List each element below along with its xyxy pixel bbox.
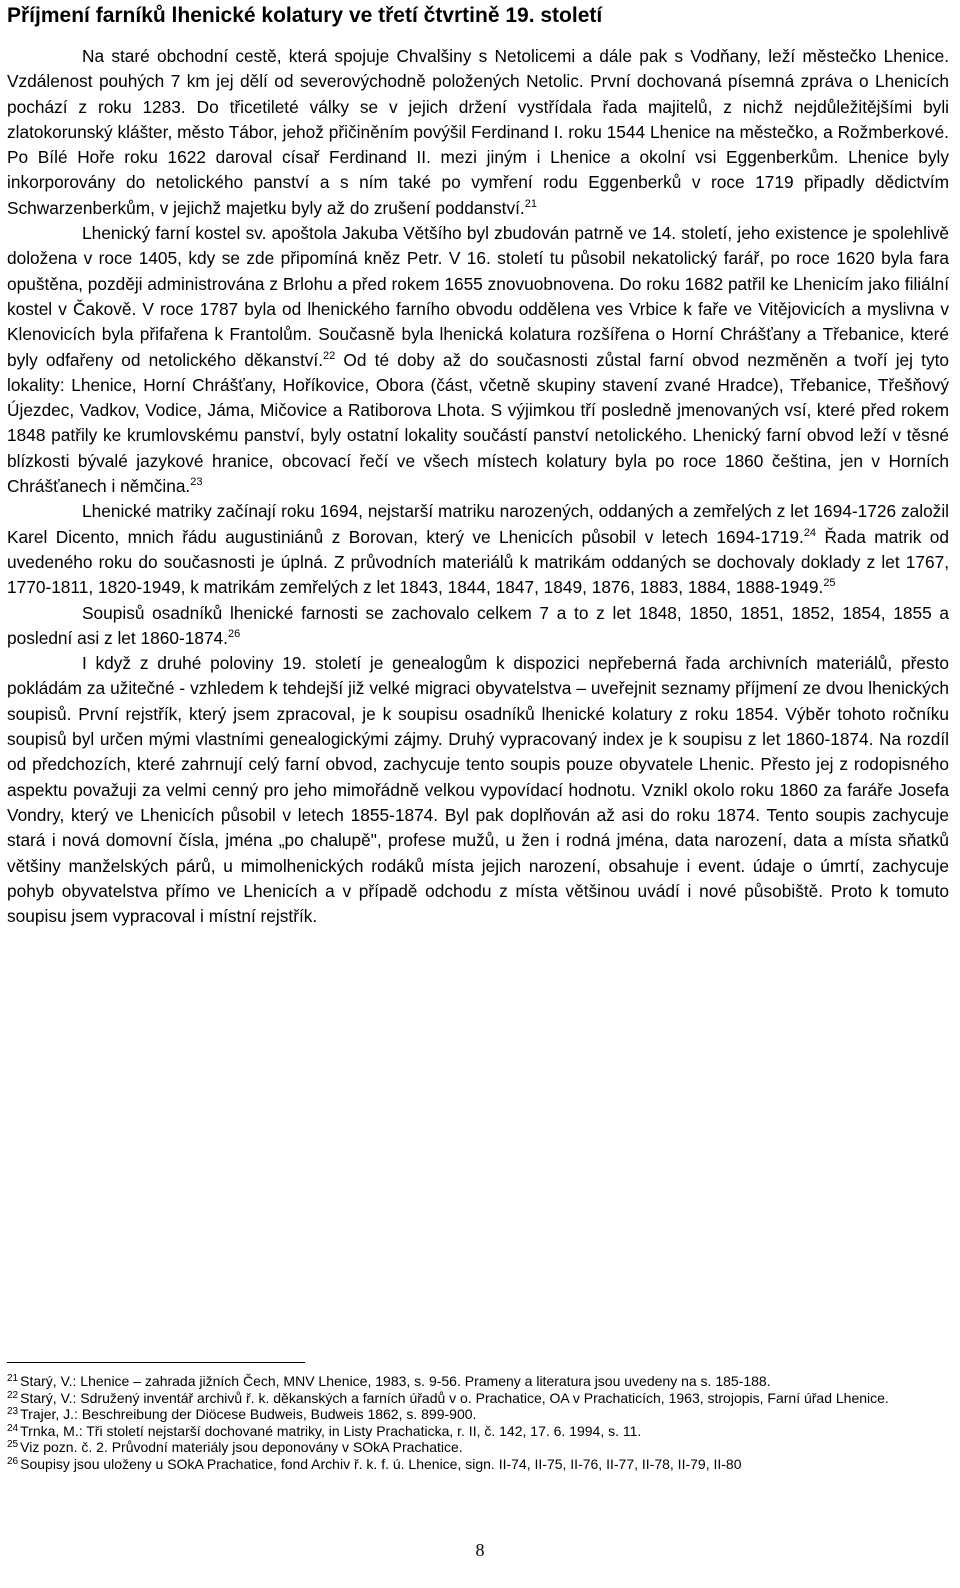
footnote-text: Trnka, M.: Tři století nejstarší dochované matriky, in Listy Prachaticka, r. II, č. 142, 17. 6. 1994, s. 11. <box>20 1422 642 1439</box>
footnote-reference[interactable]: 26 <box>227 627 241 640</box>
paragraph-text: Na staré obchodní cestě, která spojuje Chvalšiny s Netolicemi a dále pak s Vodňany, leží městečko Lhenice. Vzdálenost pouhých 7 km jej dělí od severovýchodně položených Netolic. První dochovaná písemná zpráva o Lhenicích pochází z roku 1283. Do třicetileté války se v jejich držení vystřídala řada majitelů, z nichž nejdůležitějšími byli zlatokorunský klášter, město Tábor, jehož přičiněním povýšil Ferdinand I. roku 1544 Lhenice na městečko, a Rožmberkové. Po Bílé Hoře roku 1622 daroval císař Ferdinand II. mezi jiným i Lhenice a okolní vsi Eggenberkům. Lhenice byly inkorporovány do netolického panství a s ním také po vymření rodu Eggenberků v roce 1719 připadly dědictvím Schwarzenberkům, v jejichž majetku byly až do zrušení poddanství. <box>7 46 949 218</box>
footnote-number: 24 <box>7 1422 19 1434</box>
footnote-text: Starý, V.: Lhenice – zahrada jižních Čech, MNV Lhenice, 1983, s. 9-56. Prameny a literatura jsou uvedeny na s. 185-188. <box>20 1373 771 1389</box>
footnote <box>7 1423 947 1440</box>
body-paragraph <box>7 44 949 221</box>
paragraph-text: Soupisů osadníků lhenické farnosti se zachovalo celkem 7 a to z let 1848, 1850, 1851, 1852, 1854, 1855 a poslední asi z let 1860-1874. <box>7 602 949 648</box>
page-title: Příjmení farníků lhenické kolatury ve třetí čtvrtině 19. století <box>7 4 603 27</box>
footnote-text: Viz pozn. č. 2. Průvodní materiály jsou deponovány v SOkA Prachatice. <box>20 1439 463 1456</box>
footnote <box>7 1439 947 1456</box>
body-paragraph <box>7 221 949 499</box>
footnote-text: Starý, V.: Sdružený inventář archivů ř. k. děkanských a farních úřadů v o. Prachatice, OA v Prachaticích, 1963, strojopis, Farní úřad Lhenice. <box>20 1389 889 1406</box>
footnote-reference[interactable]: 24 <box>803 526 817 539</box>
footnote-text: Soupisy jsou uloženy u SOkA Prachatice, fond Archiv ř. k. f. ú. Lhenice, sign. II-74, II-75, II-76, II-77, II-78, II-79, II-80 <box>20 1455 742 1472</box>
footnote <box>7 1456 947 1473</box>
footnote-number: 21 <box>7 1373 19 1384</box>
footnote <box>7 1390 947 1407</box>
body-paragraph <box>7 651 949 929</box>
paragraph-text: Od té doby až do současnosti zůstal farní obvod nezměněn a tvoří jej tyto lokality: Lhenice, Horní Chrášťany, Hoříkovice, Obora (část, včetně skupiny stavení zvané Hradce), Třebanice, Třešňový Újezdec, Vadkov, Vodice, Jáma, Mičovice a Ratiborova Lhota. S výjimkou tří posledně jmenovaných vsí, které před rokem 1848 patřily ke krumlovskému panství, byly ostatní lokality součástí panství netolického. Lhenický farní obvod leží v těsné blízkosti bývalé jazykové hranice, obcovací řečí ve všech místech kolatury byla po roce 1860 čeština, jen v Horních Chrášťanech i němčina. <box>7 349 950 497</box>
footnote <box>7 1406 947 1423</box>
footnote <box>7 1373 947 1390</box>
footnote-number: 25 <box>7 1439 19 1451</box>
footnote-text: Trajer, J.: Beschreibung der Diöcese Budweis, Budweis 1862, s. 899-900. <box>20 1406 477 1423</box>
footnote-reference[interactable]: 22 <box>323 349 336 362</box>
footnote-reference[interactable]: 25 <box>823 577 836 590</box>
paragraph-text: Lhenický farní kostel sv. apoštola Jakuba Většího byl zbudován patrně ve 14. století, jeho existence je spolehlivě doložena v roce 1405, kdy se zde připomíná kněz Petr. V 16. století tu působil nekatolický farář, po roce 1620 byla fara opuštěna, později administrována z Brlohu a před rokem 1655 znovuobnovena. Do roku 1682 patřil ke Lhenicím jako filiální kostel v Čakově. V roce 1787 byla od lhenického farního obvodu oddělena ves Vrbice k faře ve Vitějovicích a myslivna v Klenovicích byla přifařena k Frantolům. Současně byla lhenická kolatura rozšířena o Horní Chrášťany a Třebanice, které byly odfařeny od netolického děkanství. <box>7 223 949 370</box>
footnote-separator <box>7 1362 305 1363</box>
page-number: 8 <box>475 1540 485 1560</box>
footnote-number: 23 <box>7 1406 19 1418</box>
body-text <box>7 44 949 929</box>
body-paragraph <box>7 601 949 652</box>
body-paragraph <box>7 499 949 600</box>
paragraph-text: Lhenické matriky začínají roku 1694, nejstarší matriku narozených, oddaných a zemřelých z let 1694-1726 založil Karel Dicento, mnich řádu augustiniánů z Borovan, který ve Lhenicích působil v letech 1694-1719. <box>7 501 949 547</box>
footnote-reference[interactable]: 21 <box>524 197 537 210</box>
footnotes <box>7 1373 947 1473</box>
footnote-number: 22 <box>7 1389 19 1401</box>
paragraph-text: I když z druhé poloviny 19. století je genealogům k dispozici nepřeberná řada archivních materiálů, přesto pokládám za užitečné - vzhledem k tehdejší již velké migraci obyvatelstva – uveřejnit seznamy příjmení ze dvou lhenických soupisů. První rejstřík, který jsem zpracoval, je k soupisu osadníků lhenické kolatury z roku 1854. Výběr tohoto ročníku soupisů byl určen mými vlastními genealogickými zájmy. Druhý vypracovaný index je k soupisu z let 1860-1874. Na rozdíl od předchozích, které zahrnují celý farní obvod, zachycuje tento soupis pouze obyvatele Lhenic. Přesto jej z rodopisného aspektu považuji za velmi cenný pro jeho mimořádně velkou vypovídací hodnotu. Vznikl okolo roku 1860 za faráře Josefa Vondry, který ve Lhenicích působil v letech 1855-1874. Byl pak doplňován až asi do roku 1874. Tento soupis zachycuje stará i nová domovní čísla, jména „po chalupě", profese mužů, u žen i rodná jména, data narození, data a místa sňatků většiny manželských párů, u mimolhenických rodáků místa jejich narození, obsahuje i event. údaje o úmrtí, zachycuje pohyb obyvatelstva přímo ve Lhenicích a v případě odchodu z místa většinou uvádí i nové působiště. Proto k tomuto soupisu jsem vypracoval i místní rejstřík. <box>7 653 949 927</box>
footnote-reference[interactable]: 23 <box>190 476 203 489</box>
paragraph-text: Řada matrik od uvedeného roku do současnosti je úplná. Z průvodních materiálů k matrikám oddaných se dochovaly doklady z let 1767, 1770-1811, 1820-1949, k matrikám zemřelých z let 1843, 1844, 1847, 1849, 1876, 1883, 1884, 1888-1949. <box>7 526 950 598</box>
footnote-number: 26 <box>7 1455 19 1467</box>
